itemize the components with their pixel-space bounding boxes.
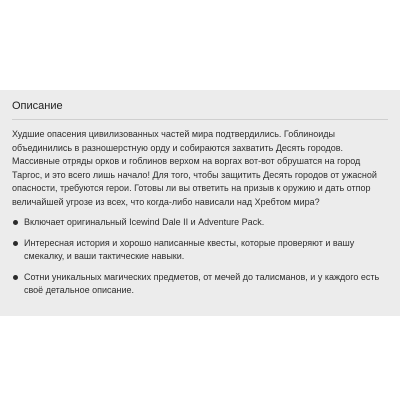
description-text: Худшие опасения цивилизованных частей мира подтвердились. Гоблиноиды объединились в разношерстную орду и собираются захватить Десять городов. Массивные отряды орков и гоблинов верхом на воргах вот-вот обрушатся на город Таргос, и это всего лишь начало! Для того, чтобы защитить Десять городов от ужасной опасности, требуются герои. Готовы ли вы ответить на призыв к оружию и дать отпор величайшей угрозе из всех, что когда-либо нависали над Хребтом мира? xyxy=(12,129,377,207)
feature-list xyxy=(12,216,384,305)
description-panel xyxy=(0,90,400,316)
section-divider xyxy=(12,119,388,120)
feature-text: Включает оригинальный Icewind Dale II и Adventure Pack. xyxy=(24,217,265,227)
feature-item xyxy=(12,237,384,264)
bullet-icon xyxy=(13,220,18,225)
feature-item xyxy=(12,216,384,230)
feature-text: Сотни уникальных магических предметов, от мечей до талисманов, и у каждого есть своё детальное описание. xyxy=(24,271,380,295)
feature-text: Интересная история и хорошо написанные квесты, которые проверяют и вашу смекалку, и ваши тактические навыки. xyxy=(24,237,355,261)
bullet-icon xyxy=(13,241,18,246)
feature-item xyxy=(12,271,384,298)
bullet-icon xyxy=(13,275,18,280)
section-title: Описание xyxy=(12,100,63,112)
